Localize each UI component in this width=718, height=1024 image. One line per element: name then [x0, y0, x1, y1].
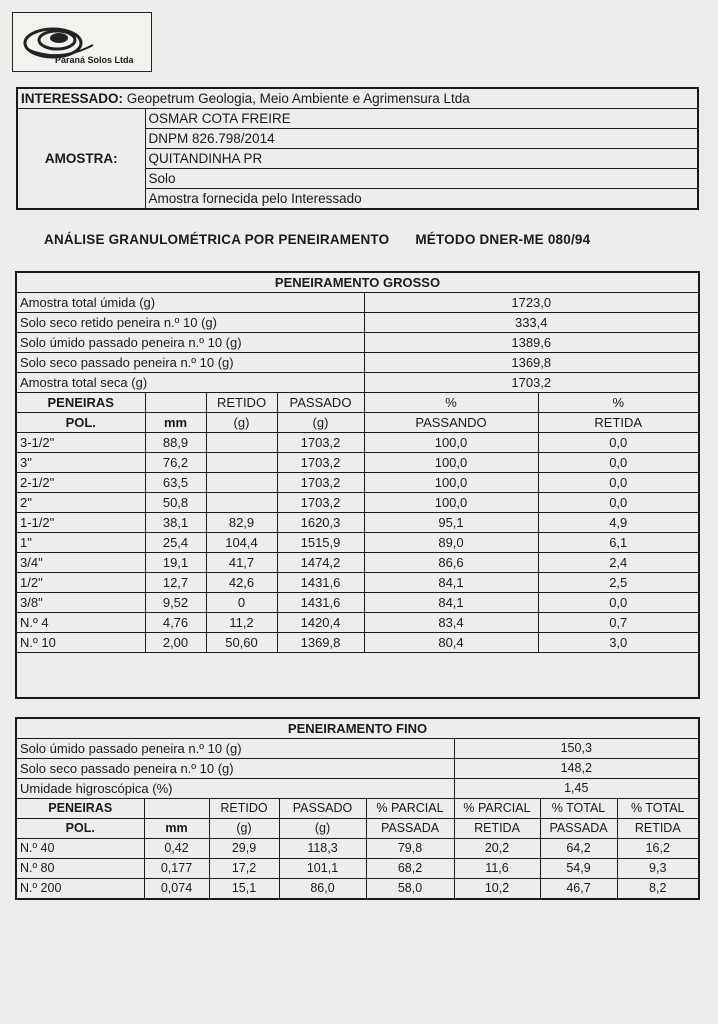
passando-value: 89,0	[364, 533, 538, 553]
sieve-mm: 88,9	[145, 433, 206, 453]
sieve-mm: 50,8	[145, 493, 206, 513]
coarse-summary-value: 1369,8	[364, 353, 699, 373]
header-retido: RETIDO	[206, 393, 277, 413]
header-passado: PASSADO	[279, 799, 366, 819]
header-retida: RETIDA	[538, 413, 699, 433]
fine-rows	[16, 839, 699, 900]
retida-value: 0,0	[538, 453, 699, 473]
header-pol: POL.	[16, 819, 144, 839]
retida-value: 3,0	[538, 633, 699, 653]
amostra-label: AMOSTRA:	[17, 109, 145, 210]
fine-summary-label: Umidade higroscópica (%)	[16, 779, 454, 799]
fine-summary-label: Solo úmido passado peneira n.º 10 (g)	[16, 739, 454, 759]
header-peneiras: PENEIRAS	[16, 393, 145, 413]
passado-value: 1431,6	[277, 573, 364, 593]
sieve-mm: 0,177	[144, 859, 209, 879]
retido-value: 50,60	[206, 633, 277, 653]
sample-info-table	[16, 87, 699, 210]
retido-value: 11,2	[206, 613, 277, 633]
company-logo	[12, 12, 152, 72]
header-total-passada-2: PASSADA	[540, 819, 617, 839]
passado-value: 1703,2	[277, 493, 364, 513]
sieve-pol: N.º 200	[16, 879, 144, 900]
passando-value: 100,0	[364, 453, 538, 473]
passado-value: 1420,4	[277, 613, 364, 633]
coarse-title: PENEIRAMENTO GROSSO	[16, 272, 699, 293]
amostra-line: QUITANDINHA PR	[145, 149, 698, 169]
amostra-line: Solo	[145, 169, 698, 189]
sieve-pol: 3/8"	[16, 593, 145, 613]
retido-value	[206, 473, 277, 493]
passado-value: 1474,2	[277, 553, 364, 573]
table-row	[16, 839, 699, 859]
coarse-summary-label: Solo seco passado peneira n.º 10 (g)	[16, 353, 364, 373]
coarse-summary-value: 333,4	[364, 313, 699, 333]
total-passada-value: 46,7	[540, 879, 617, 900]
fine-summary-label: Solo seco passado peneira n.º 10 (g)	[16, 759, 454, 779]
passando-value: 83,4	[364, 613, 538, 633]
interessado-row	[17, 88, 698, 109]
header-retido-unit: (g)	[206, 413, 277, 433]
coarse-rows	[16, 433, 699, 653]
passado-value: 1703,2	[277, 453, 364, 473]
coarse-summary-label: Solo seco retido peneira n.º 10 (g)	[16, 313, 364, 333]
total-retida-value: 8,2	[617, 879, 699, 900]
header-passando: PASSANDO	[364, 413, 538, 433]
header-parcial-passada-2: PASSADA	[366, 819, 454, 839]
sieve-pol: 1"	[16, 533, 145, 553]
fine-title: PENEIRAMENTO FINO	[16, 718, 699, 739]
passado-value: 1515,9	[277, 533, 364, 553]
header-mm: mm	[145, 413, 206, 433]
header-pct-retida: %	[538, 393, 699, 413]
parcial-passada-value: 58,0	[366, 879, 454, 900]
fine-summary-value: 1,45	[454, 779, 699, 799]
retido-value: 29,9	[209, 839, 279, 859]
coarse-summary-value: 1703,2	[364, 373, 699, 393]
total-passada-value: 54,9	[540, 859, 617, 879]
passando-value: 80,4	[364, 633, 538, 653]
report-method: MÉTODO DNER-ME 080/94	[415, 232, 591, 247]
header-blank	[145, 393, 206, 413]
table-row	[16, 513, 699, 533]
header-pct-passando: %	[364, 393, 538, 413]
blank-spacer-row	[16, 653, 699, 699]
table-row	[16, 433, 699, 453]
sieve-pol: 3"	[16, 453, 145, 473]
sieve-mm: 0,42	[144, 839, 209, 859]
passado-value: 1703,2	[277, 433, 364, 453]
interessado-label: INTERESSADO:	[21, 91, 124, 106]
table-row	[16, 553, 699, 573]
header-parcial-retida-2: RETIDA	[454, 819, 540, 839]
retida-value: 0,0	[538, 433, 699, 453]
retido-value	[206, 453, 277, 473]
passado-value: 1369,8	[277, 633, 364, 653]
coarse-summary-label: Solo úmido passado peneira n.º 10 (g)	[16, 333, 364, 353]
amostra-line: DNPM 826.798/2014	[145, 129, 698, 149]
retido-value: 41,7	[206, 553, 277, 573]
sieve-pol: N.º 40	[16, 839, 144, 859]
retido-value: 15,1	[209, 879, 279, 900]
fine-summary-value: 150,3	[454, 739, 699, 759]
table-row	[16, 533, 699, 553]
sieve-pol: 2-1/2"	[16, 473, 145, 493]
amostra-line: Amostra fornecida pelo Interessado	[145, 189, 698, 210]
retido-value: 104,4	[206, 533, 277, 553]
retido-value: 17,2	[209, 859, 279, 879]
passado-value: 1620,3	[277, 513, 364, 533]
sieve-mm: 76,2	[145, 453, 206, 473]
retida-value: 0,7	[538, 613, 699, 633]
sieve-pol: N.º 10	[16, 633, 145, 653]
sieve-pol: 3-1/2"	[16, 433, 145, 453]
passando-value: 100,0	[364, 473, 538, 493]
fine-sieving-table	[15, 717, 700, 900]
retida-value: 0,0	[538, 493, 699, 513]
sieve-mm: 2,00	[145, 633, 206, 653]
total-retida-value: 16,2	[617, 839, 699, 859]
header-passado-unit: (g)	[279, 819, 366, 839]
header-passado: PASSADO	[277, 393, 364, 413]
sieve-pol: 1/2"	[16, 573, 145, 593]
retida-value: 2,5	[538, 573, 699, 593]
sieve-mm: 9,52	[145, 593, 206, 613]
header-parcial-retida-1: % PARCIAL	[454, 799, 540, 819]
passando-value: 86,6	[364, 553, 538, 573]
parcial-passada-value: 68,2	[366, 859, 454, 879]
header-total-retida-1: % TOTAL	[617, 799, 699, 819]
retida-value: 6,1	[538, 533, 699, 553]
passado-value: 101,1	[279, 859, 366, 879]
table-row	[16, 879, 699, 900]
amostra-line: OSMAR COTA FREIRE	[145, 109, 698, 129]
passado-value: 118,3	[279, 839, 366, 859]
sieve-mm: 25,4	[145, 533, 206, 553]
retida-value: 0,0	[538, 473, 699, 493]
parcial-retida-value: 10,2	[454, 879, 540, 900]
parcial-passada-value: 79,8	[366, 839, 454, 859]
report-heading	[44, 232, 590, 247]
coarse-summary-label: Amostra total úmida (g)	[16, 293, 364, 313]
coarse-sieving-table	[15, 271, 700, 699]
retida-value: 4,9	[538, 513, 699, 533]
logo-text: Paraná Solos Ltda	[55, 55, 134, 65]
passando-value: 84,1	[364, 593, 538, 613]
header-passado-unit: (g)	[277, 413, 364, 433]
table-row	[16, 493, 699, 513]
fine-summary-value: 148,2	[454, 759, 699, 779]
passado-value: 1703,2	[277, 473, 364, 493]
passado-value: 86,0	[279, 879, 366, 900]
sieve-mm: 12,7	[145, 573, 206, 593]
sieve-mm: 4,76	[145, 613, 206, 633]
header-pol: POL.	[16, 413, 145, 433]
total-passada-value: 64,2	[540, 839, 617, 859]
sieve-mm: 63,5	[145, 473, 206, 493]
retida-value: 2,4	[538, 553, 699, 573]
header-blank	[144, 799, 209, 819]
table-row	[16, 473, 699, 493]
sieve-mm: 38,1	[145, 513, 206, 533]
passando-value: 100,0	[364, 433, 538, 453]
table-row	[16, 453, 699, 473]
retido-value: 42,6	[206, 573, 277, 593]
header-retido: RETIDO	[209, 799, 279, 819]
sieve-pol: 2"	[16, 493, 145, 513]
sieve-pol: N.º 4	[16, 613, 145, 633]
table-row	[16, 593, 699, 613]
sieve-pol: N.º 80	[16, 859, 144, 879]
coarse-summary-value: 1723,0	[364, 293, 699, 313]
table-row	[16, 573, 699, 593]
sieve-pol: 3/4"	[16, 553, 145, 573]
coarse-summary-value: 1389,6	[364, 333, 699, 353]
sieve-pol: 1-1/2"	[16, 513, 145, 533]
table-row	[16, 613, 699, 633]
retido-value: 82,9	[206, 513, 277, 533]
passando-value: 100,0	[364, 493, 538, 513]
header-total-retida-2: RETIDA	[617, 819, 699, 839]
report-title: ANÁLISE GRANULOMÉTRICA POR PENEIRAMENTO	[44, 232, 390, 247]
header-total-passada-1: % TOTAL	[540, 799, 617, 819]
passando-value: 95,1	[364, 513, 538, 533]
passado-value: 1431,6	[277, 593, 364, 613]
header-parcial-passada-1: % PARCIAL	[366, 799, 454, 819]
coarse-summary-label: Amostra total seca (g)	[16, 373, 364, 393]
total-retida-value: 9,3	[617, 859, 699, 879]
retido-value: 0	[206, 593, 277, 613]
retido-value	[206, 433, 277, 453]
interessado-value: Geopetrum Geologia, Meio Ambiente e Agrimensura Ltda	[126, 91, 470, 106]
retido-value	[206, 493, 277, 513]
sieve-mm: 0,074	[144, 879, 209, 900]
passando-value: 84,1	[364, 573, 538, 593]
header-mm: mm	[144, 819, 209, 839]
parcial-retida-value: 20,2	[454, 839, 540, 859]
sieve-mm: 19,1	[145, 553, 206, 573]
table-row	[16, 633, 699, 653]
table-row	[16, 859, 699, 879]
parcial-retida-value: 11,6	[454, 859, 540, 879]
header-retido-unit: (g)	[209, 819, 279, 839]
retida-value: 0,0	[538, 593, 699, 613]
header-peneiras: PENEIRAS	[16, 799, 144, 819]
